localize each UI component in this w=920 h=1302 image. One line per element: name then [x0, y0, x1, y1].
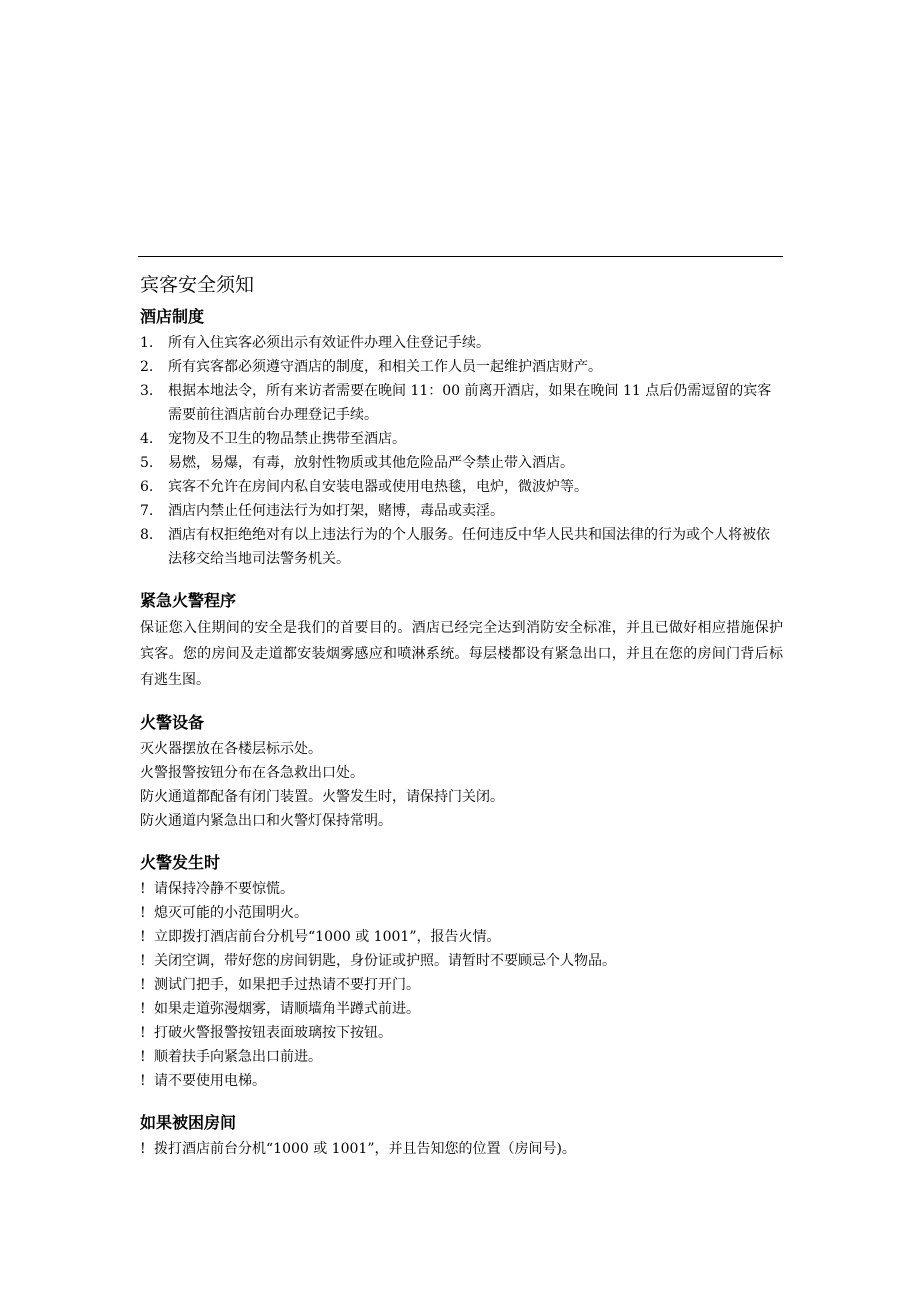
procedure-paragraph: 保证您入住期间的安全是我们的首要目的。酒店已经完全达到消防安全标准，并且已做好相应措施保护宾客。您的房间及走道都安装烟雾感应和喷淋系统。每层楼都设有紧急出口，并且在您的房间门背后标有逃生图。 [140, 620, 783, 688]
exclamation-icon: ! [140, 953, 146, 969]
exclamation-icon: ! [140, 1025, 146, 1041]
instruction-line [138, 1021, 783, 1045]
item-text: 所有入住宾客必须出示有效证件办理入住登记手续。 [168, 335, 490, 351]
exclamation-icon: ! [140, 1001, 146, 1017]
item-text: 酒店内禁止任何违法行为如打架，赌博，毒品或卖淫。 [168, 503, 504, 519]
exclamation-icon: ! [140, 977, 146, 993]
exclamation-icon: ! [140, 1141, 146, 1157]
instruction-line [138, 901, 783, 925]
exclamation-icon: ! [140, 1073, 146, 1089]
item-text: 所有宾客都必须遵守酒店的制度，和相关工作人员一起维护酒店财产。 [168, 359, 602, 375]
instruction-text: 测试门把手，如果把手过热请不要打开门。 [154, 977, 420, 993]
instruction-line [138, 1045, 783, 1069]
list-item [138, 427, 783, 451]
section-heading: 紧急火警程序 [140, 591, 237, 610]
item-text: 宠物及不卫生的物品禁止携带至酒店。 [168, 431, 406, 447]
instruction-line [138, 973, 783, 997]
section-trapped [138, 1111, 783, 1161]
equipment-line: 灭火器摆放在各楼层标示处。 [140, 741, 322, 757]
equipment-line: 防火通道都配备有闭门装置。火警发生时，请保持门关闭。 [140, 789, 504, 805]
section-fire-procedure [138, 589, 783, 693]
section-during-fire [138, 851, 783, 1093]
item-text: 易燃，易爆，有毒，放射性物质或其他危险品严令禁止带入酒店。 [168, 455, 574, 471]
instruction-text: 如果走道弥漫烟雾，请顺墙角半蹲式前进。 [154, 1001, 420, 1017]
list-item [138, 331, 783, 355]
equipment-line: 火警报警按钮分布在各急救出口处。 [140, 765, 364, 781]
section-fire-equipment [138, 711, 783, 833]
list-item [138, 475, 783, 499]
exclamation-icon: ! [140, 1049, 146, 1065]
item-text: 酒店有权拒绝绝对有以上违法行为的个人服务。任何违反中华人民共和国法律的行为或个人将被依法移交给当地司法警务机关。 [168, 527, 770, 567]
item-number: 1. [140, 335, 154, 351]
instruction-text: 请保持冷静不要惊慌。 [154, 881, 294, 897]
rules-list [138, 331, 783, 571]
item-number: 3. [140, 383, 154, 399]
equipment-line: 防火通道内紧急出口和火警灯保持常明。 [140, 813, 392, 829]
instruction-text: 关闭空调，带好您的房间钥匙，身份证或护照。请暂时不要顾忌个人物品。 [154, 953, 616, 969]
instruction-line [138, 949, 783, 973]
item-text: 根据本地法令，所有来访者需要在晚间 11：00 前离开酒店，如果在晚间 11 点后仍需逗留的宾客需要前往酒店前台办理登记手续。 [168, 383, 772, 423]
section-heading: 火警设备 [140, 713, 205, 732]
exclamation-icon: ! [140, 881, 146, 897]
instruction-line [138, 1069, 783, 1093]
instruction-text: 请不要使用电梯。 [154, 1073, 266, 1089]
instruction-text: 拨打酒店前台分机“1000 或 1001”，并且告知您的位置（房间号)。 [154, 1141, 576, 1157]
section-heading: 火警发生时 [140, 853, 221, 872]
item-number: 4. [140, 431, 154, 447]
instruction-line [138, 925, 783, 949]
instruction-line [138, 877, 783, 901]
instruction-line [138, 997, 783, 1021]
item-number: 5. [140, 455, 154, 471]
instruction-text: 打破火警报警按钮表面玻璃按下按钮。 [154, 1025, 392, 1041]
list-item [138, 355, 783, 379]
document-page [138, 256, 783, 1179]
item-number: 7. [140, 503, 154, 519]
section-heading: 酒店制度 [140, 307, 205, 326]
item-number: 2. [140, 359, 154, 375]
instruction-text: 熄灭可能的小范围明火。 [154, 905, 308, 921]
item-text: 宾客不允许在房间内私自安装电器或使用电热毯，电炉，微波炉等。 [168, 479, 588, 495]
section-heading: 如果被困房间 [140, 1113, 237, 1132]
exclamation-icon: ! [140, 929, 146, 945]
item-number: 6. [140, 479, 154, 495]
item-number: 8. [140, 527, 154, 543]
list-item [138, 499, 783, 523]
instruction-text: 立即拨打酒店前台分机号“1000 或 1001”，报告火情。 [154, 929, 501, 945]
list-item [138, 523, 783, 571]
instruction-text: 顺着扶手向紧急出口前进。 [154, 1049, 322, 1065]
list-item [138, 451, 783, 475]
list-item [138, 379, 783, 427]
instruction-line [138, 1137, 783, 1161]
section-hotel-rules [138, 305, 783, 571]
top-divider [138, 256, 783, 257]
exclamation-icon: ! [140, 905, 146, 921]
page-title: 宾客安全须知 [140, 274, 255, 296]
